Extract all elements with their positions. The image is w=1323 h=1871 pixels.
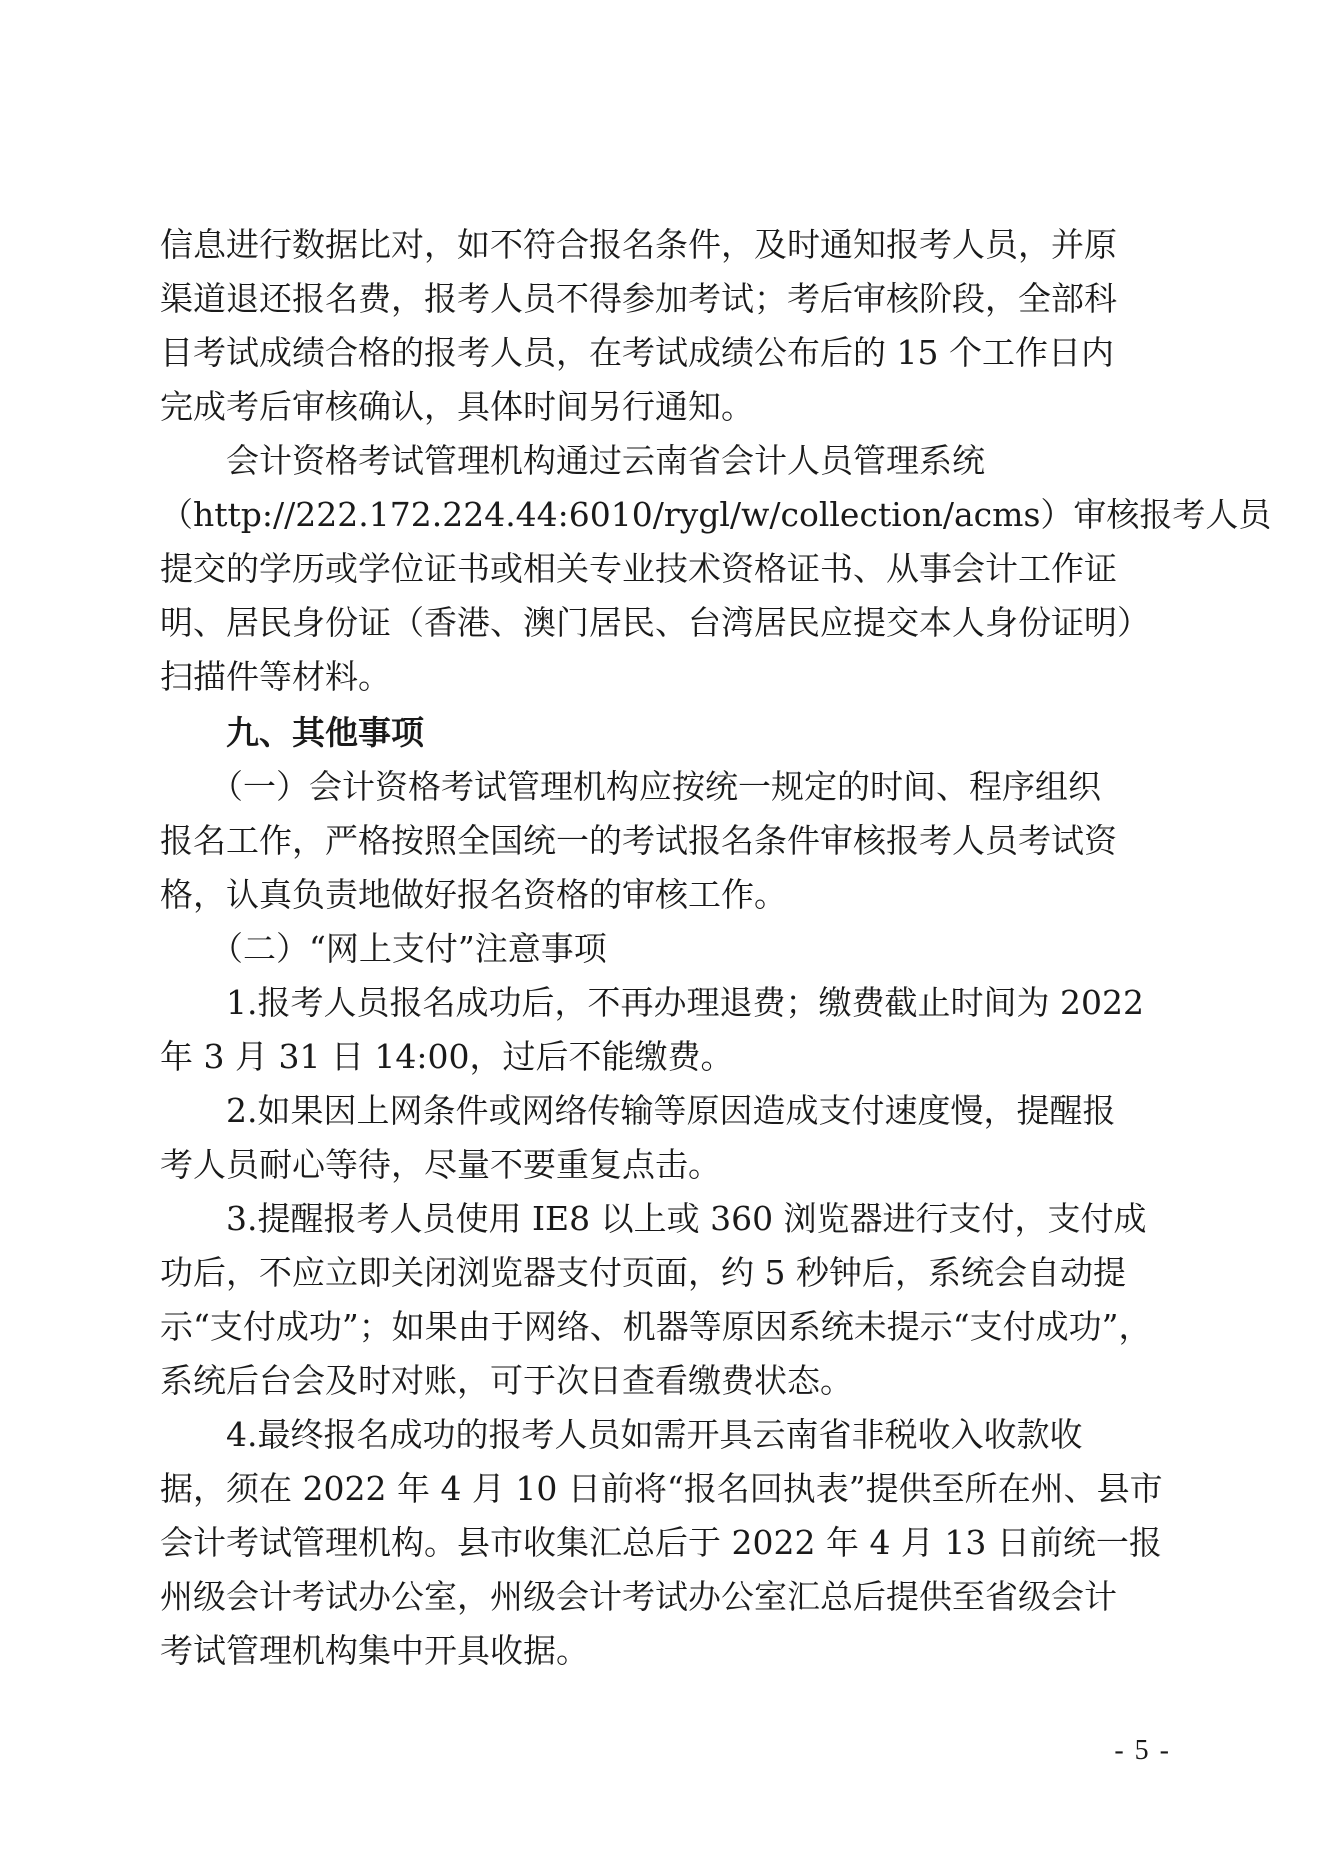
text-line: 格，认真负责地做好报名资格的审核工作。 [160,875,787,914]
text-line: 完成考后审核确认，具体时间另行通知。 [160,387,754,426]
text-line: 2.如果因上网条件或网络传输等原因造成支付速度慢，提醒报 [226,1091,1116,1130]
text-line: 据，须在 2022 年 4 月 10 日前将“报名回执表”提供至所在州、县市 [160,1469,1163,1508]
section-heading: 九、其他事项 [226,713,424,752]
page-number: - 5 - [1114,1735,1171,1766]
text-line: （一）会计资格考试管理机构应按统一规定的时间、程序组织 [210,767,1101,806]
text-line: 3.提醒报考人员使用 IE8 以上或 360 浏览器进行支付，支付成 [226,1199,1147,1238]
subsection-heading: （二）“网上支付”注意事项 [210,929,607,968]
text-line: （http://222.172.224.44:6010/rygl/w/collection/acms）审核报考人员 [160,495,1272,534]
text-line: 功后，不应立即关闭浏览器支付页面，约 5 秒钟后，系统会自动提 [160,1253,1126,1292]
text-line: 考试管理机构集中开具收据。 [160,1631,589,1670]
text-line: 会计资格考试管理机构通过云南省会计人员管理系统 [226,441,985,480]
text-line: 渠道退还报名费，报考人员不得参加考试；考后审核阶段，全部科 [160,279,1117,318]
text-line: 信息进行数据比对，如不符合报名条件，及时通知报考人员，并原 [160,225,1117,264]
text-line: 1.报考人员报名成功后，不再办理退费；缴费截止时间为 2022 [226,983,1144,1022]
text-line: 年 3 月 31 日 14:00，过后不能缴费。 [160,1037,734,1076]
text-line: 示“支付成功”；如果由于网络、机器等原因系统未提示“支付成功”， [160,1307,1152,1346]
text-line: 扫描件等材料。 [160,657,391,696]
text-line: 提交的学历或学位证书或相关专业技术资格证书、从事会计工作证 [160,549,1117,588]
text-line: 报名工作，严格按照全国统一的考试报名条件审核报考人员考试资 [160,821,1117,860]
text-line: 考人员耐心等待，尽量不要重复点击。 [160,1145,721,1184]
text-line: 州级会计考试办公室，州级会计考试办公室汇总后提供至省级会计 [160,1577,1117,1616]
text-line: 会计考试管理机构。县市收集汇总后于 2022 年 4 月 13 日前统一报 [160,1523,1162,1562]
text-line: 系统后台会及时对账，可于次日查看缴费状态。 [160,1361,853,1400]
text-line: 4.最终报名成功的报考人员如需开具云南省非税收入收款收 [226,1415,1083,1454]
text-line: 目考试成绩合格的报考人员，在考试成绩公布后的 15 个工作日内 [160,333,1114,372]
text-line: 明、居民身份证（香港、澳门居民、台湾居民应提交本人身份证明） [160,603,1150,642]
